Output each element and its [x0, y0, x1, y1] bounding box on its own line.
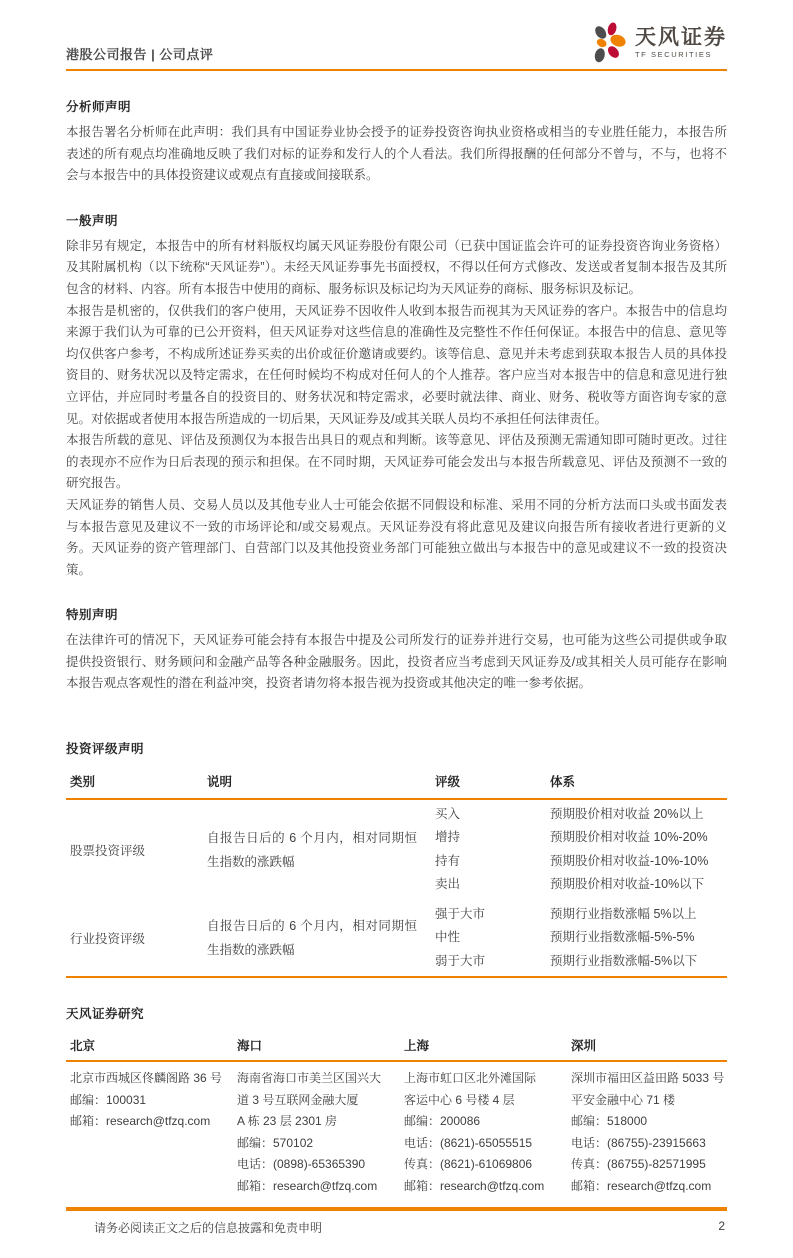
section-heading: 一般声明 — [66, 213, 119, 228]
breadcrumb: 港股公司报告 | 公司点评 — [66, 47, 214, 62]
paragraph: 本报告所载的意见、评估及预测仅为本报告出具日的观点和判断。该等意见、评估及预测无需通知即可随时更改。过往的表现亦不应作为日后表现的预示和担保。在不同时期，天风证券可能会发出与本报告所载意见、评估及预测不一致的研究报告。 — [66, 433, 727, 491]
rating-group-stock — [66, 800, 727, 900]
page-footer — [66, 1209, 727, 1258]
brand-name: 天风证券 — [635, 25, 727, 49]
office-beijing — [66, 1068, 233, 1198]
rating-label: 买入 — [435, 807, 461, 822]
page-number: 2 — [718, 1219, 725, 1234]
office-address-line: 深圳市福田区益田路 5033 号 — [571, 1070, 725, 1085]
rating-label: 卖出 — [435, 877, 461, 892]
rating-system: 预期股价相对收益-10%-10% — [550, 853, 709, 868]
office-postcode: 邮编：518000 — [571, 1114, 648, 1129]
rating-description: 自报告日后的 6 个月内，相对同期恒生指数的涨跌幅 — [207, 830, 417, 869]
paragraph: 除非另有规定，本报告中的所有材料版权均属天风证券股份有限公司（已获中国证监会许可的证券投资咨询业务资格）及其附属机构（以下统称“天风证券”）。未经天风证券事先书面授权，不得以任何方式修改、发送或者复制本报告及其所包含的材料、内容。所有本报告中使用的商标、服务标识及标记均为天风证券的商标、服务标识及标记。 — [66, 238, 727, 296]
rating-group-industry — [66, 900, 727, 976]
offices-body-row — [66, 1062, 727, 1208]
section-special-statement — [66, 605, 727, 695]
section-heading: 投资评级声明 — [66, 742, 145, 757]
office-postcode: 邮编：200086 — [404, 1114, 481, 1129]
rating-rows — [435, 803, 723, 897]
paragraph: 天风证券的销售人员、交易人员以及其他专业人士可能会依据不同假设和标准、采用不同的分析方法而口头或书面发表与本报告意见及建议不一致的市场评论和/或交易观点。天风证券没有将此意见及建议向报告所有接收者进行更新的义务。天风证券的资产管理部门、自营部门以及其他投资业务部门可能独立做出与本报告中的意见或建议不一致的投资决策。 — [66, 497, 727, 577]
office-city-beijing: 北京 — [70, 1038, 96, 1053]
rating-label: 增持 — [435, 830, 461, 845]
office-address-line: 上海市虹口区北外滩国际 — [404, 1070, 537, 1085]
column-header-category: 类别 — [70, 775, 96, 790]
paragraph: 在法律许可的情况下，天风证券可能会持有本报告中提及公司所发行的证券并进行交易，也可能为这些公司提供或争取提供投资银行、财务顾问和金融产品等各种金融服务。因此，投资者应当考虑到天风证券及/或其相关人员可能存在影响本报告观点客观性的潜在利益冲突，投资者请勿将本报告视为投资或其他决定的唯一参考依据。 — [66, 633, 727, 691]
office-address-line: 海南省海口市美兰区国兴大 — [237, 1070, 382, 1085]
office-postcode: 邮编：100031 — [70, 1092, 147, 1107]
rating-system: 预期行业指数涨幅-5%以下 — [550, 953, 698, 968]
office-address-line: 客运中心 6 号楼 4 层 — [404, 1092, 515, 1107]
rating-system: 预期股价相对收益 20%以上 — [550, 807, 704, 822]
office-email: 邮箱：research@tfzq.com — [237, 1178, 378, 1193]
office-city-shanghai: 上海 — [404, 1038, 430, 1053]
rating-category: 股票投资评级 — [70, 843, 146, 858]
table-row — [435, 803, 723, 826]
section-general-statement — [66, 211, 727, 582]
office-address-line: A 栋 23 层 2301 房 — [237, 1114, 338, 1129]
rating-table — [66, 769, 727, 978]
office-postcode: 邮编：570102 — [237, 1135, 314, 1150]
office-fax: 传真：(8621)-61069806 — [404, 1157, 533, 1172]
office-shenzhen — [567, 1068, 734, 1198]
rating-label: 弱于大市 — [435, 953, 486, 968]
table-row — [435, 826, 723, 849]
offices-header-row — [66, 1036, 727, 1062]
footer-disclaimer: 请务必阅读正文之后的信息披露和免责申明 — [94, 1221, 323, 1236]
brand-text — [635, 27, 727, 59]
office-phone: 电话：(8621)-65055515 — [404, 1135, 533, 1150]
brand-subtitle: TF SECURITIES — [635, 49, 713, 59]
table-row — [435, 850, 723, 873]
paragraph: 本报告署名分析师在此声明：我们具有中国证券业协会授予的证券投资咨询执业资格或相当的专业胜任能力，本报告所表述的所有观点均准确地反映了我们对标的证券和发行人的个人看法。我们所得报酬的任何部分不曾与，不与，也将不会与本报告中的具体投资建议或观点有直接或间接联系。 — [66, 125, 727, 183]
table-row — [435, 903, 723, 926]
report-body — [66, 71, 727, 1209]
offices-table — [66, 1036, 727, 1210]
section-rating-statement — [66, 739, 727, 978]
office-phone: 电话：(86755)-23915663 — [571, 1135, 706, 1150]
office-email: 邮箱：research@tfzq.com — [571, 1178, 712, 1193]
rating-system: 预期股价相对收益-10%以下 — [550, 877, 705, 892]
rating-label: 中性 — [435, 930, 461, 945]
rating-system: 预期行业指数涨幅-5%-5% — [550, 930, 695, 945]
office-address-line: 北京市西城区佟麟阁路 36 号 — [70, 1070, 223, 1085]
office-email: 邮箱：research@tfzq.com — [404, 1178, 545, 1193]
paragraph: 本报告是机密的，仅供我们的客户使用，天风证券不因收件人收到本报告而视其为天风证券的客户。本报告中的信息均来源于我们认为可靠的已公开资料，但天风证券对这些信息的准确性及完整性不作任何保证。本报告中的信息、意见等均仅供客户参考，不构成所述证券买卖的出价或征价邀请或要约。该等信息、意见并未考虑到获取本报告人员的具体投资目的、财务状况以及特定需求，在任何时候均不构成对任何人的个人推荐。客户应当对本报告中的信息和意见进行独立评估，并应同时考量各自的投资目的、财务状况和特定需求，必要时就法律、商业、财务、税收等方面咨询专家的意见。对依据或者使用本报告所造成的一切后果，天风证券及/或其关联人员均不承担任何法律责任。 — [66, 303, 727, 426]
brand-logo — [588, 20, 727, 65]
column-header-system: 体系 — [550, 775, 576, 790]
table-row — [435, 873, 723, 896]
table-row — [435, 926, 723, 949]
rating-description: 自报告日后的 6 个月内，相对同期恒生指数的涨跌幅 — [207, 918, 417, 957]
office-fax: 传真：(86755)-82571995 — [571, 1157, 706, 1172]
section-heading: 天风证券研究 — [66, 1006, 145, 1021]
office-shanghai — [400, 1068, 567, 1198]
office-phone: 电话：(0898)-65365390 — [237, 1157, 366, 1172]
section-heading: 分析师声明 — [66, 100, 132, 114]
office-address-line: 平安金融中心 71 楼 — [571, 1092, 676, 1107]
column-header-rating: 评级 — [435, 775, 461, 790]
section-research-contacts — [66, 1004, 727, 1210]
section-heading: 特别声明 — [66, 608, 119, 623]
rating-rows — [435, 903, 723, 973]
rating-system: 预期行业指数涨幅 5%以上 — [550, 906, 697, 921]
page-header — [66, 0, 727, 71]
table-row — [435, 950, 723, 973]
footer-row — [66, 1209, 727, 1236]
rating-label: 持有 — [435, 853, 461, 868]
rating-label: 强于大市 — [435, 906, 486, 921]
office-address-line: 道 3 号互联网金融大厦 — [237, 1092, 359, 1107]
section-analyst-statement — [66, 97, 727, 187]
office-haikou — [233, 1068, 400, 1198]
office-city-haikou: 海口 — [237, 1038, 263, 1053]
rating-category: 行业投资评级 — [70, 931, 146, 946]
column-header-description: 说明 — [207, 775, 233, 790]
rating-system: 预期股价相对收益 10%-20% — [550, 830, 708, 845]
office-email: 邮箱：research@tfzq.com — [70, 1114, 211, 1129]
tf-flower-icon — [588, 20, 628, 65]
rating-table-header — [66, 769, 727, 800]
office-city-shenzhen: 深圳 — [571, 1038, 597, 1053]
